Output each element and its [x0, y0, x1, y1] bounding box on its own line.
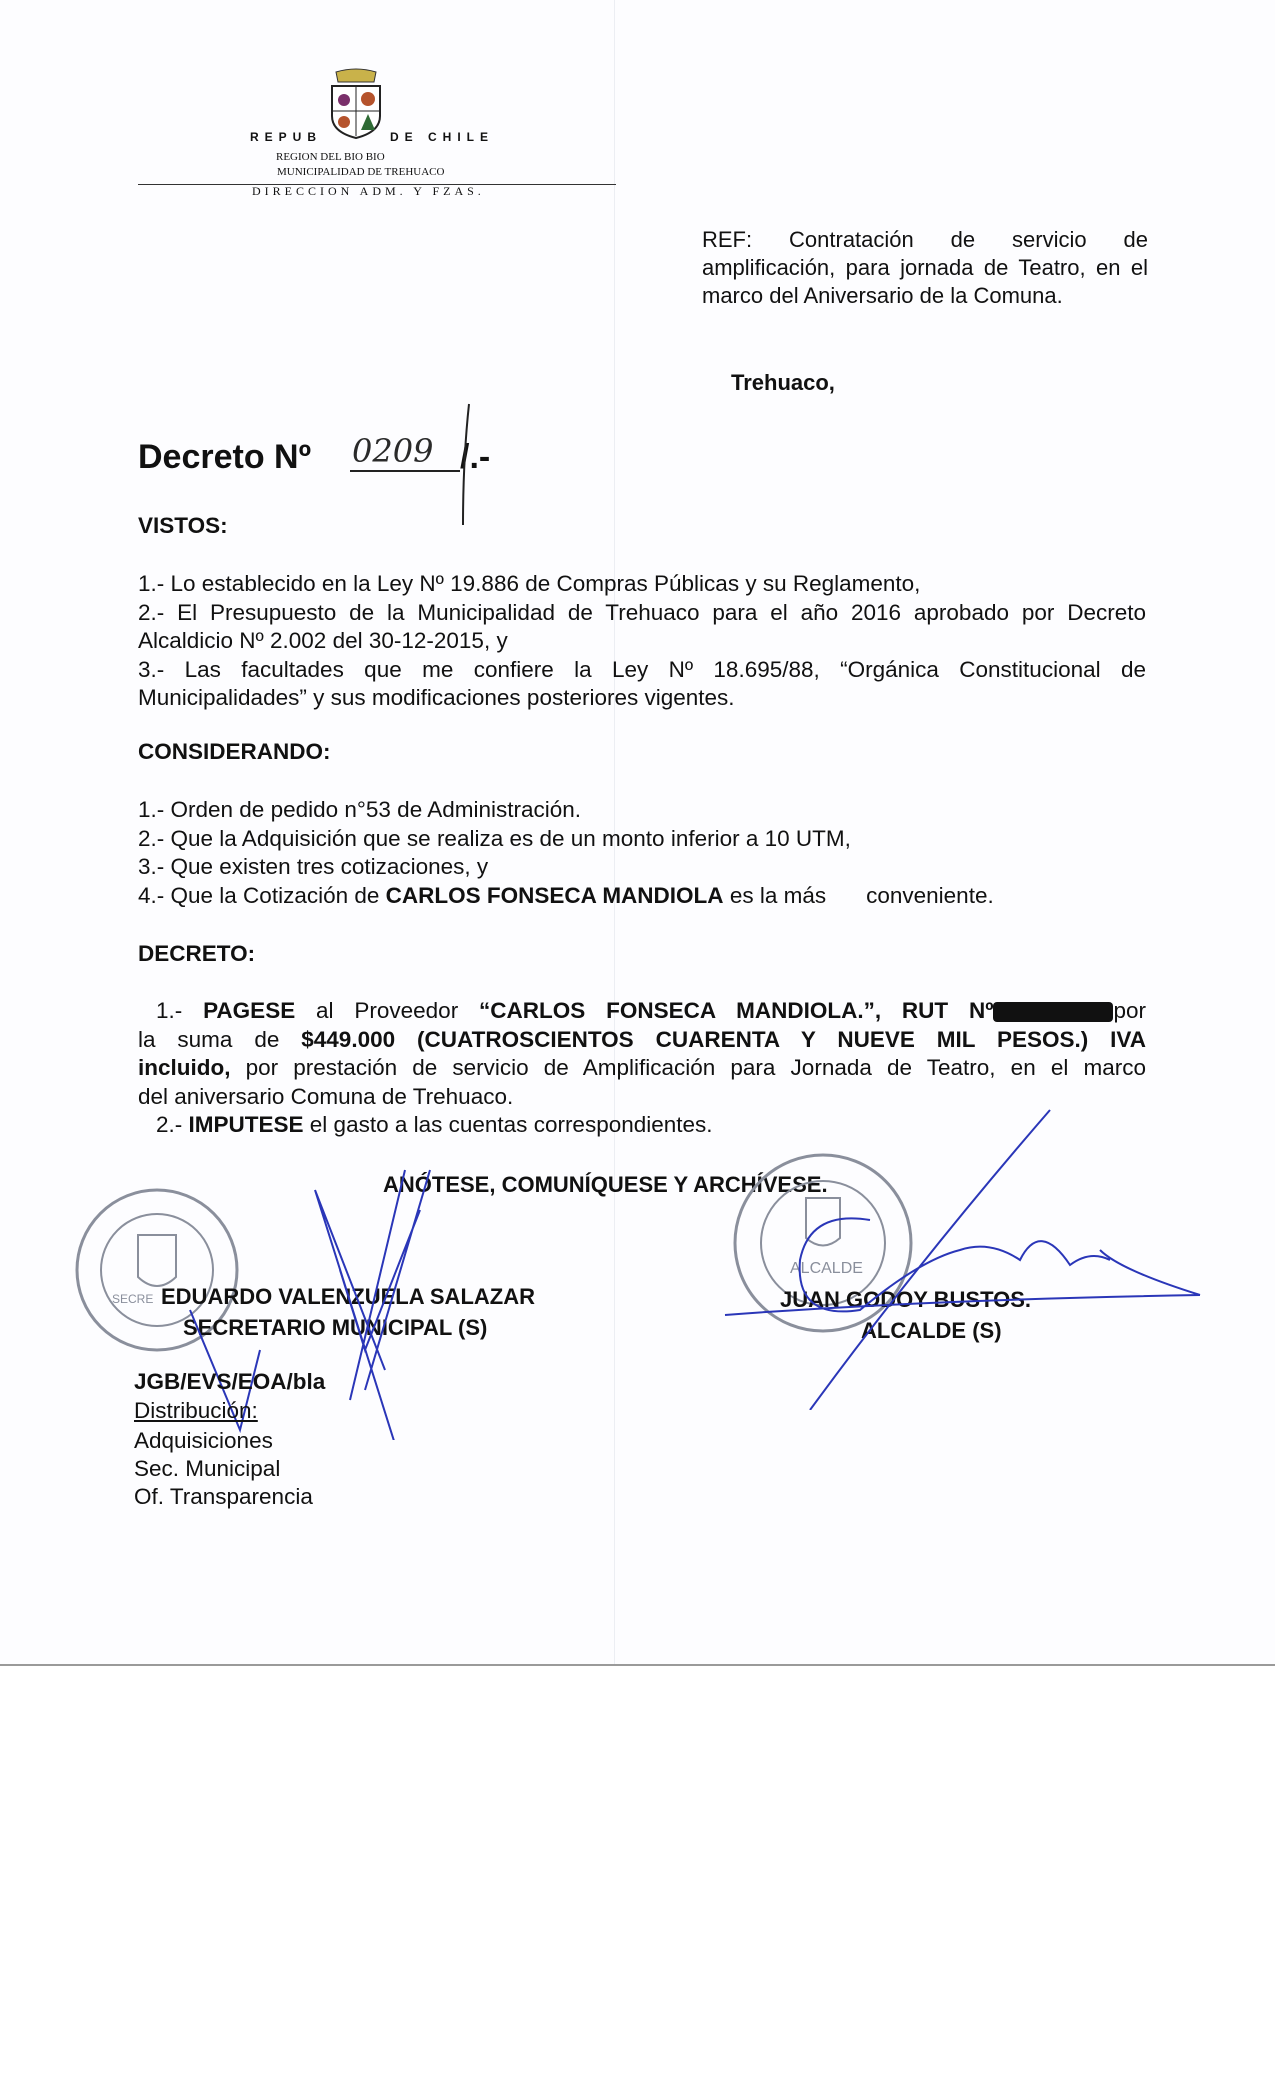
vistos-heading: VISTOS:: [138, 513, 228, 538]
initials: JGB/EVS/EOA/bla: [134, 1369, 326, 1394]
decreto-body: 1.- PAGESE al Proveedor “CARLOS FONSECA MANDIOLA.”, RUT Nº por la suma de $449.000 (CUATROSCIENTOS CUARENTA Y NUEVE MIL PESOS.) IVA incluido, por prestación de servicio de Amplificación para Jornada de Teatro, en el marco del aniversario Comuna de Trehuaco. 2.- IMPUTESE el gasto a las cuentas correspondientes.: [138, 998, 1147, 1137]
right-signatory-title: ALCALDE (S): [861, 1318, 1002, 1343]
decree-suffix: /.-: [460, 438, 491, 476]
distribution-item: Of. Transparencia: [134, 1484, 313, 1509]
vistos-list: [138, 570, 1146, 713]
vistos-item: Alcaldicio Nº 2.002 del 30-12-2015, y: [138, 628, 508, 653]
decree-number: 0209: [352, 432, 434, 470]
header-republic-left: REPUB: [250, 130, 323, 144]
left-signatory-title: SECRETARIO MUNICIPAL (S): [183, 1315, 488, 1340]
decree-title: Decreto Nº: [138, 438, 312, 476]
considerando-heading: CONSIDERANDO:: [138, 739, 331, 764]
mayor-signature: [720, 1100, 1220, 1410]
distribution-label: Distribución:: [134, 1398, 258, 1423]
considerando-item: 3.- Que existen tres cotizaciones, y: [138, 854, 489, 879]
distribution-item: Sec. Municipal: [134, 1456, 281, 1481]
coat-of-arms-logo: [328, 68, 384, 140]
right-signatory-name: JUAN GODOY BUSTOS.: [780, 1287, 1032, 1312]
vistos-item: 2.- El Presupuesto de la Municipalidad de Trehuaco para el año 2016 aprobado por Decreto: [138, 599, 1146, 625]
vistos-item: 1.- Lo establecido en la Ley Nº 19.886 de Compras Públicas y su Reglamento,: [138, 571, 921, 596]
distribution-item: Adquisiciones: [134, 1428, 273, 1453]
svg-text:SECRE: SECRE: [112, 1292, 154, 1306]
vistos-item: 3.- Las facultades que me confiere la Ley Nº 18.695/88, “Orgánica Constitucional de: [138, 656, 1146, 682]
decreto-heading: DECRETO:: [138, 941, 256, 966]
header-department: DIRECCION ADM. Y FZAS.: [252, 184, 485, 198]
ref-place: Trehuaco,: [731, 370, 835, 395]
considerando-list: [138, 796, 1146, 910]
left-signatory-name: EDUARDO VALENZUELA SALAZAR: [161, 1284, 535, 1309]
ref-text: REF: Contratación de servicio de amplificación, para jornada de Teatro, en el marco del Aniversario de la Comuna.: [702, 227, 1148, 308]
vistos-item: Municipalidades” y sus modificaciones posteriores vigentes.: [138, 685, 735, 710]
handwritten-stroke: [455, 400, 475, 530]
header-region: REGION DEL BIO BIO: [276, 151, 385, 163]
considerando-item: 4.- Que la Cotización de CARLOS FONSECA MANDIOLA es la más conveniente.: [138, 882, 994, 908]
considerando-item: 2.- Que la Adquisición que se realiza es de un monto inferior a 10 UTM,: [138, 825, 851, 851]
redacted-rut: [993, 1002, 1113, 1022]
svg-text:ALCALDE: ALCALDE: [790, 1260, 863, 1277]
header-republic-right: DE CHILE: [390, 130, 495, 144]
header-municipality: MUNICIPALIDAD DE TREHUACO: [277, 166, 445, 178]
closing-formula: ANÓTESE, COMUNÍQUESE Y ARCHÍVESE.: [383, 1172, 828, 1197]
considerando-item: 1.- Orden de pedido n°53 de Administración.: [138, 797, 582, 822]
